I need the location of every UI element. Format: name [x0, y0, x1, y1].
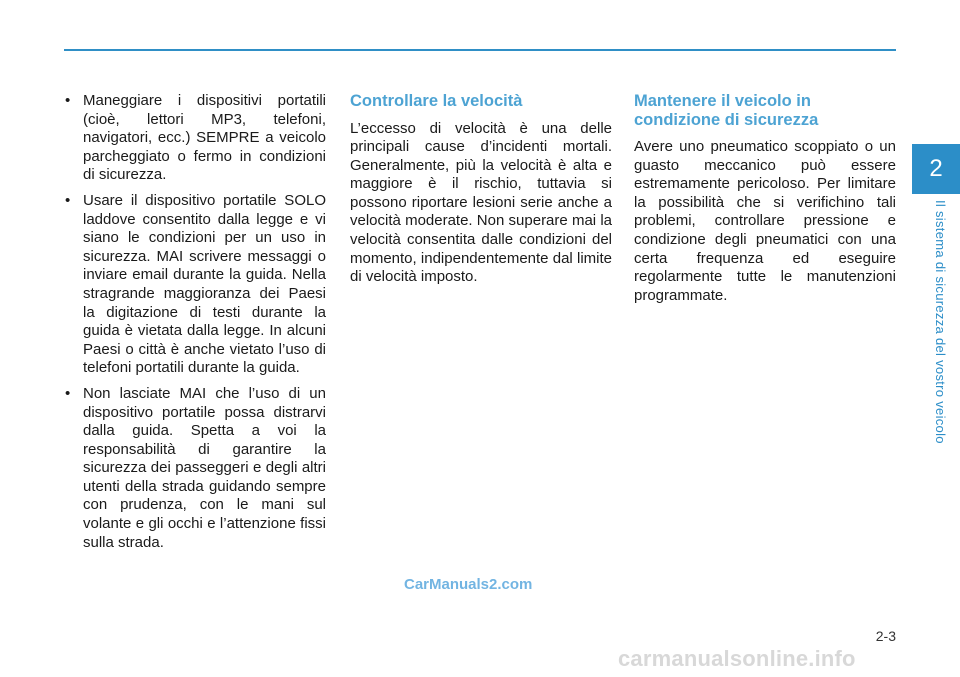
- column-left: [64, 92, 326, 559]
- column-right: [634, 92, 896, 305]
- bullet-icon: •: [65, 191, 71, 209]
- bullet-icon: •: [65, 92, 71, 109]
- chapter-title: Il sistema di sicurezza del vostro veicolo: [933, 200, 948, 444]
- footer-watermark: carmanualsonline.info: [618, 646, 856, 671]
- chapter-tab: 2: [912, 144, 960, 194]
- bullet-text: Non lasciate MAI che l’uso di un dispositivo portatile possa distrarvi dalla guida. Spetta a voi la responsabilità di garantire la sicurezza dei passeggeri e degli altri utenti della strada guidando sempre con prudenza, con le mani sul volante e gli occhi e l’attenzione fissi sulla strada.: [83, 384, 326, 551]
- page-number: 2-3: [875, 628, 896, 644]
- section-heading-speed: Controllare la velocità: [350, 92, 523, 110]
- section-text-vehicle: Avere uno pneumatico scoppiato o un guasto meccanico può essere estremamente pericoloso. Per limitare la possibilità che si verifichino tali problemi, controllare pressione e condizione degli pneumatici con una certa frequenza ed eseguire regolarmente tutte le manutenzioni programmate.: [634, 138, 896, 304]
- brand-watermark[interactable]: CarManuals2.com: [404, 576, 533, 593]
- bullet-text: Usare il dispositivo portatile SOLO laddove consentito dalla legge e vi siano le condizioni per un uso in sicurezza. MAI scrivere messaggi o inviare email durante la guida. Nella stragrande maggioranza dei Paesi la digitazione di testi durante la guida è vietata dalla legge. In alcuni Paesi o città è anche vietato l’uso di telefoni portatili durante la guida.: [83, 191, 326, 377]
- list-item: [64, 385, 326, 552]
- list-item: [64, 192, 326, 378]
- column-middle: [350, 92, 612, 287]
- section-text-speed: L’eccesso di velocità è una delle principali cause d’incidenti mortali. Generalmente, più la velocità è alta e maggiore è il rischio, tuttavia si possono riportare lesioni serie anche a velocità moderate. Non superare mai la velocità consentita dalle condizioni del momento, indipendentemente dal limite di velocità imposto.: [350, 119, 612, 286]
- list-item: [64, 92, 326, 185]
- header-rule: [64, 49, 896, 51]
- bullet-list: [64, 92, 326, 552]
- bullet-icon: •: [65, 384, 71, 402]
- bullet-text: Maneggiare i dispositivi portatili (cioè, lettori MP3, telefoni, navigatori, ecc.) SEMPRE a veicolo parcheggiato o fermo in condizioni di sicurezza.: [83, 92, 326, 184]
- section-heading-vehicle: Mantenere il veicolo in condizione di sicurezza: [634, 92, 819, 129]
